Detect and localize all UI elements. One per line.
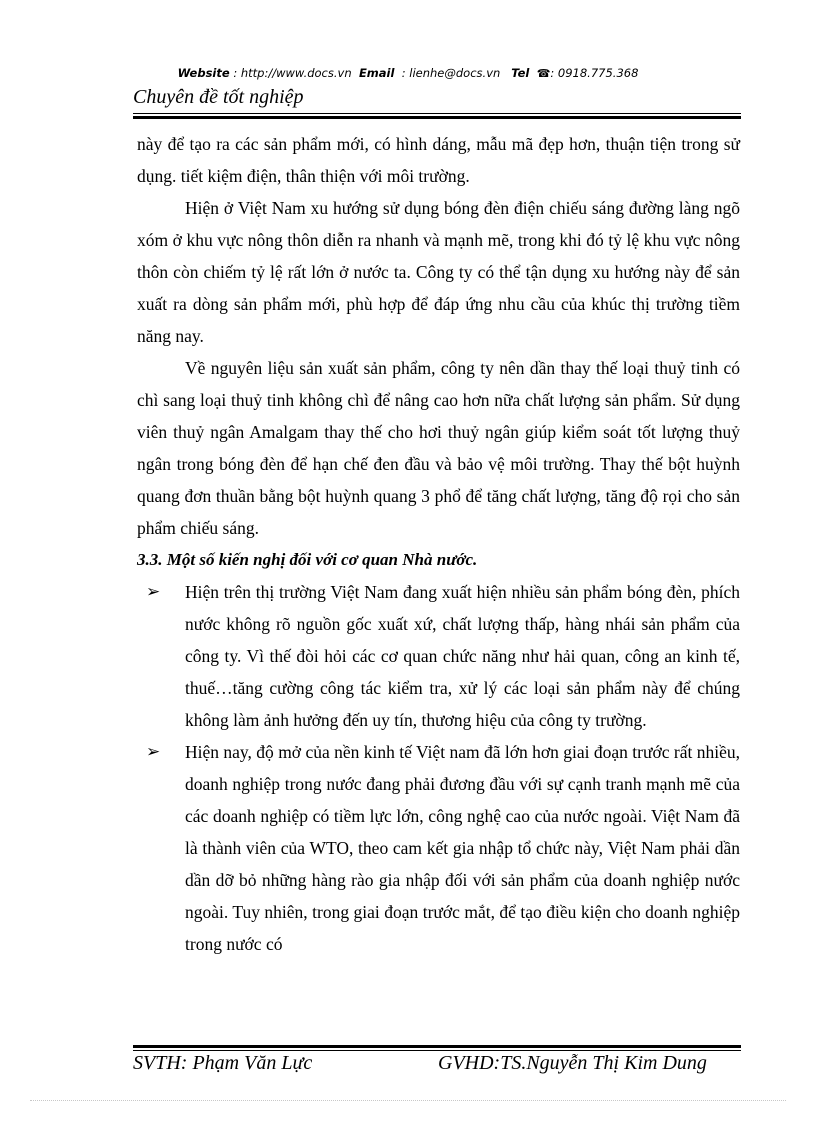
student-name: SVTH: Phạm Văn Lực <box>133 1052 313 1074</box>
document-body <box>137 128 740 960</box>
website-url[interactable]: : http://www.docs.vn <box>233 66 352 80</box>
email-label: Email <box>358 66 395 80</box>
section-heading: 3.3. Một số kiến nghị đối với cơ quan Nhà nước. <box>137 550 478 569</box>
paragraph: Hiện ở Việt Nam xu hướng sử dụng bóng đèn điện chiếu sáng đường làng ngõ xóm ở khu vực nông thôn diễn ra nhanh và mạnh mẽ, trong khi đó tỷ lệ khu vực nông thôn còn chiếm tỷ lệ rất lớn ở nước ta. Công ty có thể tận dụng xu hướng này để sản xuất ra dòng sản phẩm mới, phù hợp để đáp ứng nhu cầu của khúc thị trường tiềm năng nay. <box>137 198 740 346</box>
website-header <box>0 66 816 80</box>
footer-rule-thick <box>133 1045 741 1048</box>
bullet-item <box>137 576 740 736</box>
header-rule-thin <box>133 113 741 114</box>
paragraph: này để tạo ra các sản phẩm mới, có hình dáng, mẫu mã đẹp hơn, thuận tiện trong sử dụng. tiết kiệm điện, thân thiện với môi trường. <box>137 134 740 186</box>
paragraph: Về nguyên liệu sản xuất sản phẩm, công ty nên dần thay thế loại thuỷ tinh có chì sang loại thuỷ tinh không chì để nâng cao hơn nữa chất lượng sản phẩm. Sử dụng viên thuỷ ngân Amalgam thay thế cho hơi thuỷ ngân giúp kiểm soát tốt lượng thuỷ ngân trong bóng đèn để hạn chế đen đầu và bảo vệ môi trường. Thay thế bột huỳnh quang đơn thuần bằng bột huỳnh quang 3 phổ để tăng chất lượng, tăng độ rọi cho sản phẩm chiếu sáng. <box>137 358 740 538</box>
phone-icon: ☎ <box>536 67 551 80</box>
advisor-name: GVHD:TS.Nguyễn Thị Kim Dung <box>438 1052 707 1074</box>
footer-rule-thin <box>133 1050 741 1051</box>
arrow-bullet-icon: ➢ <box>146 742 161 762</box>
tel-value: : 0918.775.368 <box>550 66 639 80</box>
arrow-bullet-icon: ➢ <box>146 582 161 602</box>
bullet-item <box>137 736 740 960</box>
page-bottom-border <box>30 1100 786 1101</box>
bullet-text: Hiện nay, độ mở của nền kinh tế Việt nam đã lớn hơn giai đoạn trước rất nhiều, doanh nghiệp trong nước đang phải đương đầu với sự cạnh tranh mạnh mẽ của các doanh nghiệp có tiềm lực lớn, công nghệ cao của nước ngoài. Việt Nam đã là thành viên của WTO, theo cam kết gia nhập tổ chức này, Việt Nam phải dần dần dỡ bỏ những hàng rào gia nhập đối với sản phẩm của doanh nghiệp nước ngoài. Tuy nhiên, trong giai đoạn trước mắt, để tạo điều kiện cho doanh nghiệp trong nước có <box>185 742 740 954</box>
email-value[interactable]: : lienhe@docs.vn <box>401 66 501 80</box>
page-title: Chuyên đề tốt nghiệp <box>133 86 304 108</box>
website-label: Website <box>177 66 230 80</box>
tel-label: Tel <box>511 66 530 80</box>
header-rule-thick <box>133 116 741 119</box>
bullet-text: Hiện trên thị trường Việt Nam đang xuất hiện nhiều sản phẩm bóng đèn, phích nước không rõ nguồn gốc xuất xứ, chất lượng thấp, hàng nhái sản phẩm của công ty. Vì thế đòi hỏi các cơ quan chức năng như hải quan, công an kinh tế, thuế…tăng cường công tác kiểm tra, xử lý các loại sản phẩm này để chúng không làm ảnh hưởng đến uy tín, thương hiệu của công ty trường. <box>185 582 740 730</box>
